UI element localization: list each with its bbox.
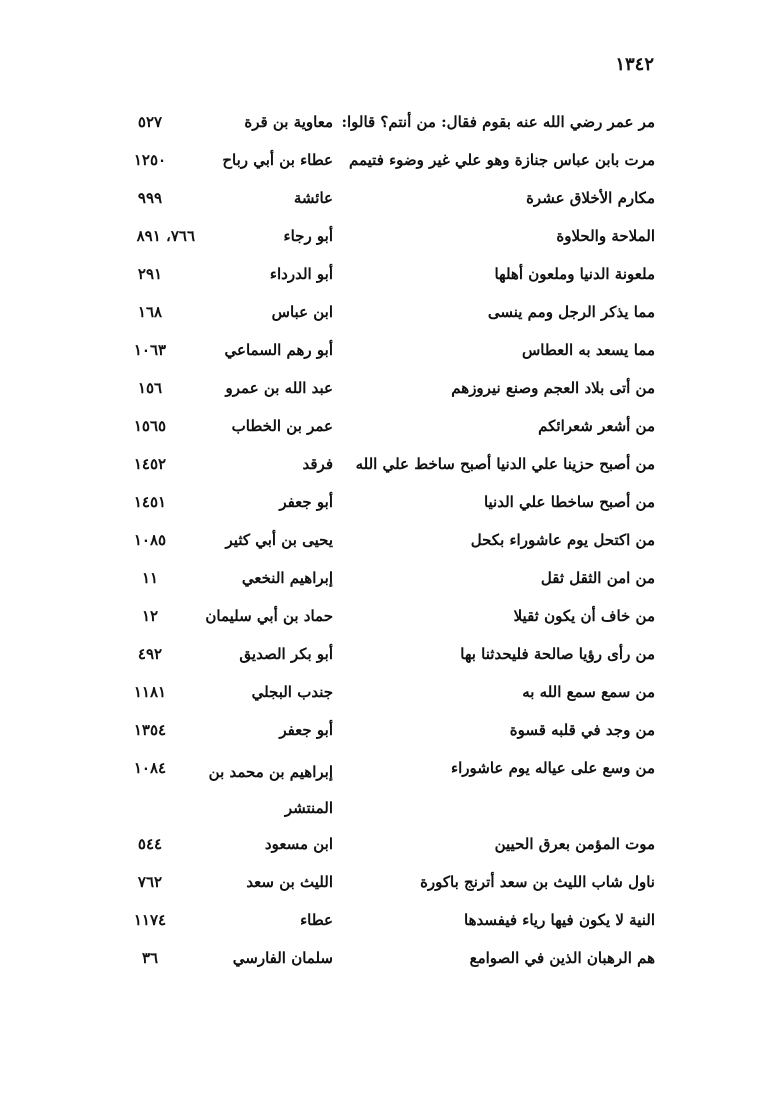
- narrator-name: فرقد: [302, 455, 333, 473]
- reference-number: ١٥٦: [137, 379, 163, 397]
- hadith-text: موت المؤمن بعرق الحيين: [494, 835, 655, 853]
- narrator-name: جندب البجلي: [251, 683, 333, 701]
- narrator-name: عبد الله بن عمرو: [225, 379, 333, 397]
- hadith-text: ناول شاب الليث بن سعد أترنج باكورة: [420, 873, 655, 891]
- hadith-text: من وجد في قلبه قسوة: [509, 721, 655, 739]
- hadith-text: من سمع سمع الله به: [522, 683, 655, 701]
- narrator-name: عطاء بن أبي رباح: [222, 151, 333, 169]
- hadith-text: مكارم الأخلاق عشرة: [526, 189, 655, 207]
- index-row: [0, 754, 765, 830]
- index-row: [0, 716, 765, 754]
- index-row: [0, 488, 765, 526]
- hadith-text: من أصبح ساخطا علي الدنيا: [483, 493, 655, 511]
- index-row: [0, 222, 765, 260]
- hadith-text: من أشعر شعرائكم: [538, 417, 655, 435]
- narrator-name: يحيى بن أبي كثير: [225, 531, 333, 549]
- narrator-name: أبو الدرداء: [269, 265, 333, 283]
- index-row: [0, 450, 765, 488]
- index-row: [0, 678, 765, 716]
- narrator-name: حماد بن أبي سليمان: [205, 607, 333, 625]
- index-row: [0, 146, 765, 184]
- hadith-text: من أصبح حزينا علي الدنيا أصبح ساخط علي الله: [355, 455, 655, 473]
- hadith-text: النية لا يكون فيها رياء فيفسدها: [464, 911, 655, 929]
- narrator-name: عمر بن الخطاب: [231, 417, 333, 435]
- reference-number: ١٠٨٥: [133, 531, 167, 549]
- reference-number: ١٠٨٤: [133, 759, 167, 777]
- reference-number: ١٣٥٤: [133, 721, 167, 739]
- reference-number: ٢٩١: [137, 265, 163, 283]
- reference-number: ٥٤٤: [137, 835, 163, 853]
- page-number: ١٣٤٢: [615, 54, 654, 75]
- reference-number: ٥٢٧: [137, 113, 163, 131]
- narrator-name: الليث بن سعد: [246, 873, 333, 891]
- index-row: [0, 906, 765, 944]
- index-row: [0, 830, 765, 868]
- hadith-text: مما يسعد به العطاس: [522, 341, 655, 359]
- index-row: [0, 412, 765, 450]
- hadith-text: من خاف أن يكون ثقيلا: [513, 607, 655, 625]
- hadith-text: من وسع على عياله يوم عاشوراء: [451, 759, 655, 777]
- index-row: [0, 602, 765, 640]
- index-row: [0, 868, 765, 906]
- narrator-name: إبراهيم بن محمد بن المنتشر: [208, 763, 333, 817]
- hadith-text: مرت بابن عباس جنازة وهو علي غير وضوء فتيمم: [348, 151, 655, 169]
- reference-number: ١٤٥١: [133, 493, 167, 511]
- narrator-name: أبو رهم السماعي: [224, 341, 333, 359]
- narrator-name: ابن عباس: [271, 303, 333, 321]
- index-row: [0, 374, 765, 412]
- hadith-text: مر عمر رضي الله عنه بقوم فقال: من أنتم؟ قالوا:: [341, 113, 655, 131]
- index-row: [0, 526, 765, 564]
- index-table: [0, 108, 765, 982]
- reference-number: ١٢٥٠: [133, 151, 167, 169]
- reference-number: ٤٩٢: [137, 645, 163, 663]
- index-row: [0, 564, 765, 602]
- narrator-name: ابن مسعود: [264, 835, 333, 853]
- index-row: [0, 260, 765, 298]
- index-row: [0, 184, 765, 222]
- reference-number: ٧٦٢: [137, 873, 163, 891]
- reference-number: ١٤٥٢: [133, 455, 167, 473]
- reference-number: ١٦٨: [137, 303, 163, 321]
- narrator-name: أبو جعفر: [279, 721, 333, 739]
- hadith-text: ملعونة الدنيا وملعون أهلها: [494, 265, 655, 283]
- reference-number: ١٠٦٣: [133, 341, 167, 359]
- reference-number: ١١٨١: [133, 683, 167, 701]
- hadith-text: هم الرهبان الذين في الصوامع: [469, 949, 655, 967]
- index-row: [0, 298, 765, 336]
- narrator-name: أبو بكر الصديق: [239, 645, 333, 663]
- reference-number: ١١٧٤: [133, 911, 167, 929]
- index-row: [0, 108, 765, 146]
- narrator-name: عطاء: [300, 911, 333, 929]
- hadith-text: من أتى بلاد العجم وصنع نيروزهم: [451, 379, 655, 397]
- hadith-text: من امن الثقل ثقل: [540, 569, 655, 587]
- index-row: [0, 944, 765, 982]
- hadith-text: من اكتحل يوم عاشوراء بكحل: [470, 531, 655, 549]
- narrator-name: أبو رجاء: [283, 227, 333, 245]
- reference-number: ١١: [141, 569, 159, 587]
- reference-number: ٧٦٦، ٨٩١: [136, 227, 195, 245]
- narrator-name: معاوية بن قرة: [244, 113, 333, 131]
- hadith-text: الملاحة والحلاوة: [556, 227, 655, 245]
- narrator-name: أبو جعفر: [279, 493, 333, 511]
- reference-number: ١٥٦٥: [133, 417, 167, 435]
- hadith-text: مما يذكر الرجل ومم ينسى: [487, 303, 655, 321]
- reference-number: ٩٩٩: [137, 189, 163, 207]
- index-row: [0, 336, 765, 374]
- narrator-name: عائشة: [293, 189, 333, 207]
- hadith-text: من رأى رؤيا صالحة فليحدثنا بها: [460, 645, 655, 663]
- reference-number: ١٢: [141, 607, 159, 625]
- reference-number: ٣٦: [141, 949, 159, 967]
- narrator-name: إبراهيم النخعي: [241, 569, 333, 587]
- index-row: [0, 640, 765, 678]
- narrator-name: سلمان الفارسي: [232, 949, 333, 967]
